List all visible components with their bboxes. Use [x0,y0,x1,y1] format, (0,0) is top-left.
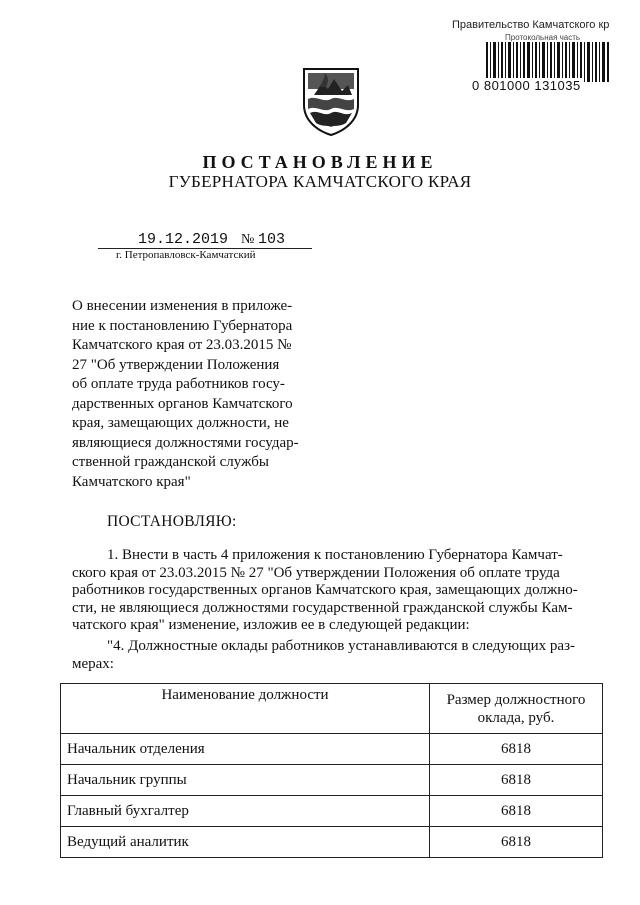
stamp-subtitle: Протокольная часть [505,33,581,42]
body-paragraph-1 [72,547,592,635]
body-line: мерах: [72,655,114,672]
subject-line: Камчатского края от 23.03.2015 № [72,337,292,353]
body-line: чатского края" изменение, изложив ее в следующей редакции: [72,617,470,633]
table-row [61,765,603,796]
barcode-image [486,42,610,82]
document-subject [72,297,304,492]
subject-line: являющиеся должностями государ- [72,434,299,451]
body-line: ского края от 23.03.2015 № 27 "Об утверждении Положения об оплате труда [72,564,560,581]
column-header-salary: Размер должностного оклада, руб. [430,684,603,734]
subject-line: ственной гражданской службы [72,454,269,470]
document-city: г. Петропавловск-Камчатский [116,249,256,261]
cell-position: Ведущий аналитик [61,827,430,858]
document-subtitle: ГУБЕРНАТОРА КАМЧАТСКОГО КРАЯ [168,172,472,191]
decree-word: ПОСТАНОВЛЯЮ: [107,513,237,530]
cell-salary: 6818 [430,796,603,827]
table-row [61,796,603,827]
salary-table [60,683,603,858]
cell-salary: 6818 [430,827,603,858]
subject-line: об оплате труда работников госу- [72,376,285,392]
cell-position: Начальник группы [61,765,430,796]
body-line: "4. Должностные оклады работников устанавливаются в следующих раз- [107,638,575,654]
body-line: 1. Внести в часть 4 приложения к постановлению Губернатора Камчат- [107,547,563,563]
subject-line: дарственных органов Камчатского [72,395,293,412]
cell-position: Начальник отделения [61,734,430,765]
document-number: 103 [258,231,286,248]
subject-line: 27 "Об утверждении Положения [72,356,280,373]
stamp-organization: Правительство Камчатского кр [452,19,610,31]
body-line: сти, не являющиеся должностями государственной гражданской службы Кам- [72,599,573,616]
coat-of-arms-icon [300,65,362,137]
subject-line: ние к постановлению Губернатора [72,317,293,334]
table-row [61,827,603,858]
table-row [61,734,603,765]
subject-line: О внесении изменения в приложе- [72,298,293,314]
cell-salary: 6818 [430,734,603,765]
cell-salary: 6818 [430,765,603,796]
document-title: ПОСТАНОВЛЕНИЕ [202,152,438,172]
body-line: работников государственных органов Камчатского края, замещающих должно- [72,582,578,598]
subject-line: края, замещающих должности, не [72,415,289,431]
document-date: 19.12.2019 [138,231,229,248]
column-header-position: Наименование должности [61,684,430,734]
cell-position: Главный бухгалтер [61,796,430,827]
subject-line: Камчатского края" [72,473,191,490]
body-paragraph-2 [72,638,592,673]
barcode-number: 0 801000 131035 [472,78,581,93]
number-label: № [241,232,255,247]
table-header-row [61,684,603,734]
